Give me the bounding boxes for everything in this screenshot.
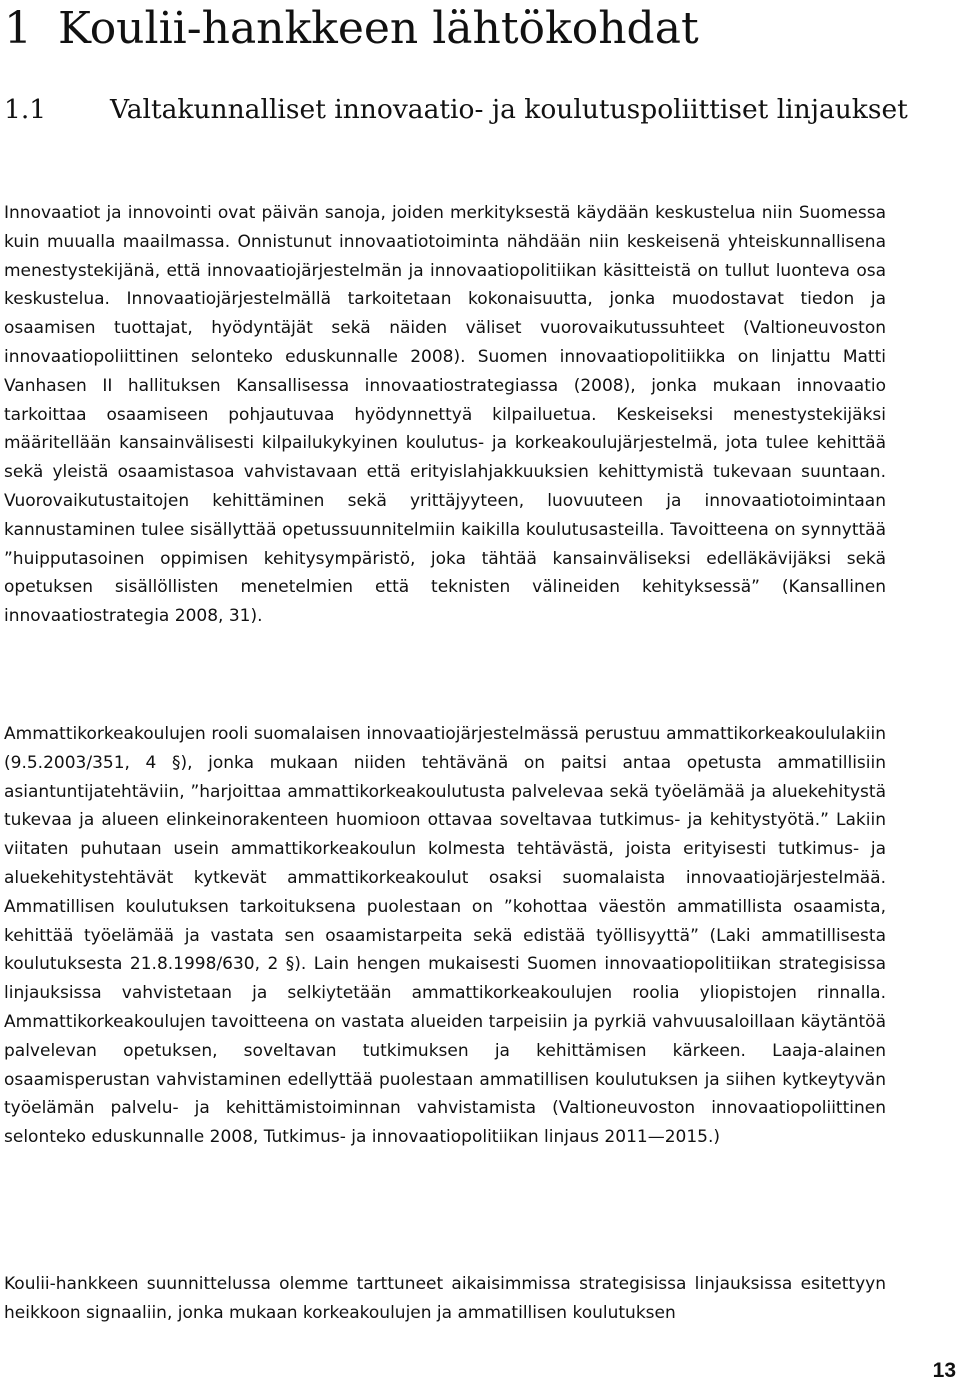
body-paragraph: Ammattikorkeakoulujen rooli suomalaisen innovaatiojärjestelmässä perustuu ammattikorkeakoululakiin (9.5.2003/351, 4 §), jonka mukaan niiden tehtävänä on paitsi antaa opetusta ammatillisiin asiantuntijatehtäviin, ”harjoittaa ammattikorkeakoulutusta palvelevaa sekä työelämää ja aluekehitystä tukevaa ja alueen elinkeinorakenteen huomioon ottavaa soveltavaa tutkimus- ja kehitystyötä.” Lakiin viitaten puhutaan usein ammattikorkeakoulun kolmesta tehtävästä, joista erityisesti tutkimus- ja aluekehitystehtävät kytkevät ammattikorkeakoulut osaksi suomalaista innovaatiojärjestelmää. Ammatillisen koulutuksen tarkoituksena puolestaan on ”kohottaa väestön ammatillista osaamista, kehittää työelämää ja vastata sen osaamistarpeita sekä edistää työllisyyttä” (Laki ammatillisesta koulutuksesta 21.8.1998/630, 2 §). Lain hengen mukaisesti Suomen innovaatiopolitiikan strategisissa linjauksissa vahvistetaan ja selkiytetään ammattikorkeakoulujen roolia yliopistojen rinnalla. Ammattikorkeakoulujen tavoitteena on vastata alueiden tarpeisiin ja pyrkiä vahvuusaloillaan käytäntöä palvelevan opetuksen, soveltavan tutkimuksen ja kehittämisen kärkeen. Laaja-alainen osaamisperustan vahvistaminen edellyttää puolestaan ammatillisen koulutuksen ja siihen kytkeytyvän työelämän palvelu- ja kehittämistoiminnan vahvistamista (Valtioneuvoston innovaatiopoliittinen selonteko eduskunnalle 2008, Tutkimus- ja innovaatiopolitiikan linjaus 2011—2015.) [4, 724, 886, 1148]
chapter-number: 1 [4, 3, 32, 54]
body-paragraph: Innovaatiot ja innovointi ovat päivän sanoja, joiden merkityksestä käydään keskustelua niin Suomessa kuin muualla maailmassa. Onnistunut innovaatiotoiminta nähdään niin keskeisenä yhteiskunnallisena menestystekijänä, että innovaatiojärjestelmän ja innovaatiopolitiikan käsitteistä on tullut luonteva osa keskustelua. Innovaatiojärjestelmällä tarkoitetaan kokonaisuutta, jonka muodostavat tiedon ja osaamisen tuottajat, hyödyntäjät sekä näiden väliset vuorovaikutussuhteet (Valtioneuvoston innovaatiopoliittinen selonteko eduskunnalle 2008). Suomen innovaatiopolitiikka on linjattu Matti Vanhasen II hallituksen Kansallisessa innovaatiostrategiassa (2008), jonka mukaan innovaatio tarkoittaa osaamiseen pohjautuvaa hyödynnettyä kilpailuetua. Keskeiseksi menestystekijäksi määritellään kansainvälisesti kilpailukykyinen koulutus- ja korkeakoulujärjestelmä, jota tulee kehittää sekä yleistä osaamistasoa vahvistavaan että erityislahjakkuuksien kehittymistä tukevaan suuntaan. Vuorovaikutustaitojen kehittäminen sekä yrittäjyyteen, luovuuteen ja innovaatiotoimintaan kannustaminen tulee sisällyttää opetussuunnitelmiin kaikilla koulutusasteilla. Tavoitteena on synnyttää ”huipputasoinen oppimisen kehitysympäristö, joka tähtää kansainväliseksi edelläkävijäksi sekä opetuksen sisällöllisten menetelmien että teknisten välineiden kehityksessä” (Kansallinen innovaatiostrategia 2008, 31). [4, 203, 886, 627]
page-number: 13 [932, 1359, 956, 1382]
section-heading [4, 91, 956, 129]
chapter-title: Koulii-hankkeen lähtökohdat [58, 3, 699, 54]
chapter-heading [4, 0, 956, 58]
section-number: 1.1 [4, 94, 47, 125]
section-title: Valtakunnalliset innovaatio- ja koulutuspoliittiset linjaukset [110, 94, 908, 125]
body-paragraph: Koulii-hankkeen suunnittelussa olemme tarttuneet aikaisimmissa strategisissa linjauksissa esitettyyn heikkoon signaaliin, jonka mukaan korkeakoulujen ja ammatillisen koulutuksen [4, 1274, 886, 1323]
